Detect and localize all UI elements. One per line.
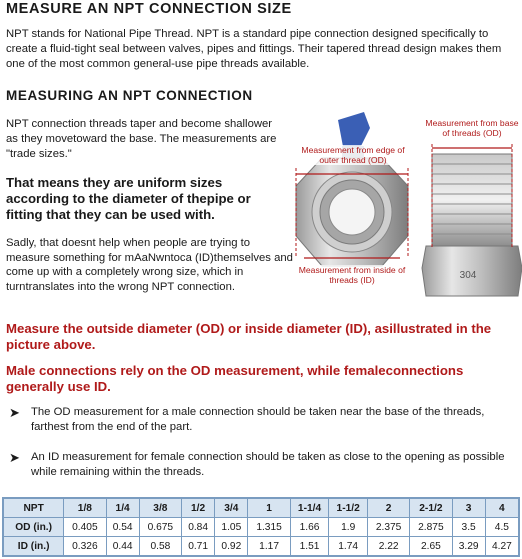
table-cell: 2.875	[410, 518, 452, 537]
npt-table	[3, 498, 519, 556]
table-header-cell: 1/4	[106, 499, 139, 518]
uniform-sizes-paragraph: That means they are uniform sizes according to the diameter of thepipe or fitting that they can be used with.	[6, 175, 251, 222]
table-cell: 0.54	[106, 518, 139, 537]
table-cell: 2.65	[410, 537, 452, 556]
table-cell: 0.675	[139, 518, 181, 537]
table-header-cell: 3	[452, 499, 485, 518]
table-row-id	[4, 537, 519, 556]
table-cell: 4.5	[485, 518, 518, 537]
npt-size-table	[2, 497, 520, 557]
table-cell: 1.66	[290, 518, 329, 537]
arrow-bullet-icon: ➤	[9, 450, 20, 465]
od-base-thread-label: Measurement from base of threads (OD)	[425, 118, 519, 138]
table-cell: 1.315	[248, 518, 290, 537]
table-cell: 4.27	[485, 537, 518, 556]
id-inside-thread-label: Measurement from inside of threads (ID)	[298, 265, 406, 285]
od-outer-thread-label: Measurement from edge of outer thread (OD)	[293, 145, 413, 165]
bullet-id	[6, 450, 518, 480]
table-cell: 0.84	[182, 518, 215, 537]
male-fitting-threads	[432, 154, 512, 246]
table-cell: 0.58	[139, 537, 181, 556]
arrow-bullet-icon: ➤	[9, 405, 20, 420]
bullet-od	[6, 405, 518, 435]
table-cell: 2.22	[367, 537, 409, 556]
table-cell: 1.51	[290, 537, 329, 556]
table-cell: 1.9	[329, 518, 368, 537]
table-cell: 0.44	[106, 537, 139, 556]
table-header-cell: 4	[485, 499, 518, 518]
table-header-cell: 1/8	[64, 499, 106, 518]
table-cell: 0.92	[215, 537, 248, 556]
female-fitting-opening	[329, 189, 375, 235]
hex-marking: 304	[459, 270, 477, 281]
table-row-header: ID (in.)	[4, 537, 64, 556]
table-header-cell: 1-1/4	[290, 499, 329, 518]
male-female-callout: Male connections rely on the OD measurement, while femaleconnections generally use ID.	[6, 363, 464, 394]
measure-od-id-callout: Measure the outside diameter (OD) or inside diameter (ID), asillustrated in the picture above.	[6, 321, 492, 352]
fitting-photo	[286, 108, 522, 318]
table-header-cell: 3/8	[139, 499, 181, 518]
table-header-cell: 2	[367, 499, 409, 518]
table-cell: 2.375	[367, 518, 409, 537]
page-title: MEASURE AN NPT CONNECTION SIZE	[6, 1, 292, 17]
table-header-cell: 1/2	[182, 499, 215, 518]
table-header-cell: NPT	[4, 499, 64, 518]
taper-paragraph: NPT connection threads taper and become shallower as they movetoward the base. The measurements are "trade sizes."	[6, 118, 277, 160]
table-header-cell: 1-1/2	[329, 499, 368, 518]
table-cell: 3.5	[452, 518, 485, 537]
table-header-cell: 2-1/2	[410, 499, 452, 518]
bullet-text: An ID measurement for female connection should be taken as close to the opening as possible while remaining within the threads.	[31, 451, 505, 478]
intro-paragraph: NPT stands for National Pipe Thread. NPT is a standard pipe connection designed specifically to create a fluid-tight seal between valves, pipes and fittings. Their tapered thread design makes them one of the most common general-use pipe threads available.	[6, 28, 502, 70]
bullet-text: The OD measurement for a male connection should be taken near the base of the threads, farthest from the end of the part.	[31, 406, 485, 433]
table-row-od	[4, 518, 519, 537]
table-header-row	[4, 499, 519, 518]
table-cell: 0.326	[64, 537, 106, 556]
table-cell: 0.405	[64, 518, 106, 537]
table-cell: 1.17	[248, 537, 290, 556]
section-heading: MEASURING AN NPT CONNECTION	[6, 88, 253, 103]
table-cell: 1.74	[329, 537, 368, 556]
sadly-paragraph: Sadly, that doesnt help when people are trying to measure something for mAaNwntoca (ID)themselves and come up with a completely wrong size, which in turntranslates into the wrong NPT connection.	[6, 237, 293, 293]
table-cell: 1.05	[215, 518, 248, 537]
table-cell: 3.29	[452, 537, 485, 556]
table-header-cell: 1	[248, 499, 290, 518]
table-row-header: OD (in.)	[4, 518, 64, 537]
table-header-cell: 3/4	[215, 499, 248, 518]
table-cell: 0.71	[182, 537, 215, 556]
